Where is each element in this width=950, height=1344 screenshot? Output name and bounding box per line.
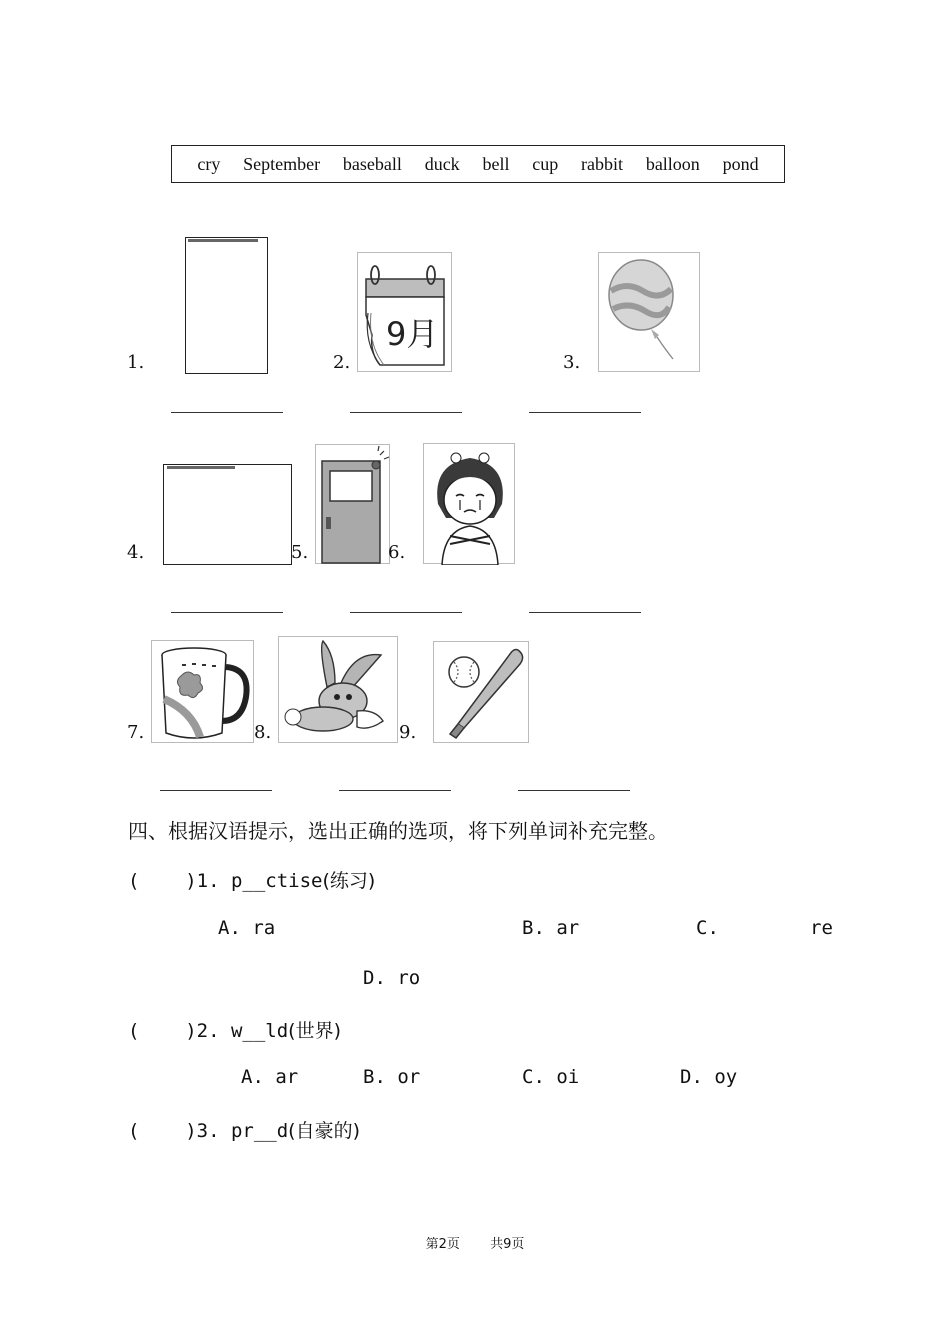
word-bank-item: bell (482, 153, 510, 174)
option-b[interactable]: B. ar (522, 917, 580, 939)
question-word: p__ctise (230, 870, 323, 892)
question-word: pr__d (230, 1120, 289, 1142)
option-a[interactable]: A. ra (218, 917, 276, 939)
section-heading: 四、根据汉语提示，选出正确的选项，将下列单词补充完整。 (128, 819, 668, 843)
answer-blank[interactable] (529, 612, 641, 613)
option-d[interactable]: D. ro (363, 967, 421, 989)
picture-number: 8. (254, 722, 272, 743)
answer-blank[interactable] (171, 412, 283, 413)
cup-icon (151, 640, 254, 743)
word-bank-item: cup (532, 153, 559, 174)
word-bank-item: baseball (342, 153, 402, 174)
word-bank-item: September (243, 153, 321, 174)
word-bank-box (171, 145, 785, 183)
crying-girl-icon (423, 443, 515, 564)
question-prefix: ( )2. (128, 1020, 231, 1042)
question-hint: (世界) (288, 1020, 341, 1042)
picture-number: 7. (127, 722, 145, 743)
option-b[interactable]: B. or (363, 1066, 421, 1088)
picture-number: 5. (291, 542, 309, 563)
picture-number: 9. (399, 722, 417, 743)
option-c[interactable]: C. (696, 917, 719, 939)
answer-blank[interactable] (160, 790, 272, 791)
calendar-label: 9月 (386, 315, 439, 353)
blank-picture (163, 464, 292, 565)
question-2 (128, 1016, 341, 1043)
picture-number: 6. (388, 542, 406, 563)
question-prefix: ( )1. (128, 870, 231, 892)
blank-picture (185, 237, 268, 374)
option-a[interactable]: A. ar (241, 1066, 299, 1088)
word-bank-item: rabbit (581, 153, 624, 174)
question-1 (128, 866, 375, 893)
calendar-icon (357, 252, 452, 372)
word-bank-item: cry (197, 153, 221, 174)
answer-blank[interactable] (339, 790, 451, 791)
word-bank-item: balloon (645, 153, 700, 174)
answer-blank[interactable] (171, 612, 283, 613)
balloon-icon (598, 252, 700, 372)
baseball-bat-icon (433, 641, 529, 743)
question-prefix: ( )3. (128, 1120, 231, 1142)
word-bank-item: pond (722, 153, 759, 174)
answer-blank[interactable] (529, 412, 641, 413)
word-bank-item: duck (424, 153, 460, 174)
question-hint: (自豪的) (288, 1120, 360, 1142)
option-d[interactable]: D. oy (680, 1066, 738, 1088)
option-c[interactable]: C. oi (522, 1066, 580, 1088)
picture-number: 3. (563, 352, 581, 373)
page-number: 第2页 (425, 1237, 460, 1252)
picture-number: 2. (333, 352, 351, 373)
option-c-value: re (810, 917, 833, 939)
answer-blank[interactable] (350, 612, 462, 613)
answer-blank[interactable] (518, 790, 630, 791)
door-bell-icon (315, 444, 390, 564)
question-hint: (练习) (322, 870, 376, 892)
rabbit-icon (278, 636, 398, 743)
page-total: 共9页 (490, 1237, 525, 1252)
page-footer (0, 1233, 950, 1252)
question-3 (128, 1116, 360, 1143)
picture-number: 1. (127, 352, 145, 373)
question-word: w__ld (230, 1020, 289, 1042)
picture-number: 4. (127, 542, 145, 563)
answer-blank[interactable] (350, 412, 462, 413)
